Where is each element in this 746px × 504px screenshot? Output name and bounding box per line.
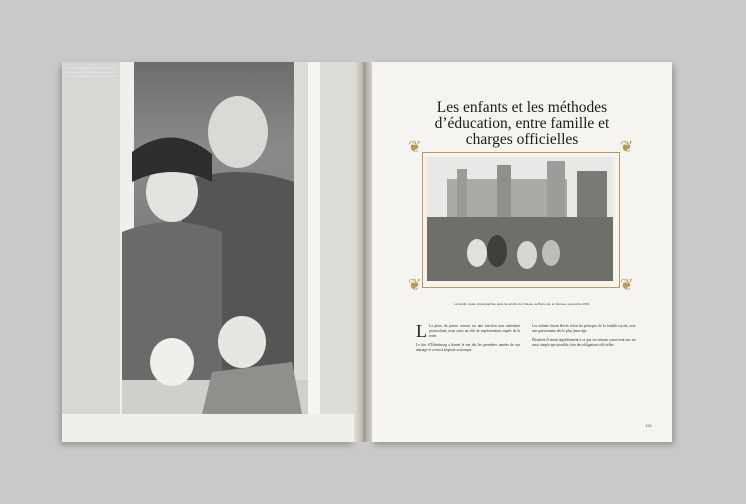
chapter-title: Les enfants et les méthodes d’éducation, entre famille et charges officielles xyxy=(434,99,610,148)
paragraph: La place du prince consort est une fonction non seulement protocolaire, mais aussi un rôle de représentation auprès de la reine. xyxy=(429,324,520,338)
book-spine xyxy=(354,62,372,442)
right-photo-caption: La famille royale photographiée dans les jardins du château de Balmoral, en Écosse, septembre 1952. xyxy=(454,302,590,306)
paragraph: Les enfants furent élevés selon les principes de la famille royale, avec une gouvernante dès le plus jeune âge. xyxy=(532,324,636,333)
family-photo-illustration xyxy=(62,62,354,414)
balmoral-photo-illustration xyxy=(427,157,613,281)
balmoral-photo-frame xyxy=(422,152,620,288)
paragraph: Élisabeth II tenait régulièrement à ce que ses enfants conservent une vie aussi simple que possible, loin des obligations officielles. xyxy=(532,338,636,347)
text-column-2 xyxy=(532,324,636,352)
book-spread xyxy=(62,62,672,442)
paragraph: Le duc d’Édimbourg a donné le ton dès les premières années de son mariage et a tenu à imposer sa marque. xyxy=(416,343,520,352)
balmoral-photo xyxy=(427,157,613,281)
ornament-top-right-icon: ❦ xyxy=(620,139,634,156)
ornament-bottom-right-icon: ❦ xyxy=(620,277,634,294)
right-page xyxy=(372,62,672,442)
left-photo-caption: La reine Élisabeth II et le prince Philip avec le prince Charles et la princesse Anne, photographiés à Balmoral, 1952 xyxy=(66,66,118,78)
left-page-margin xyxy=(62,414,354,442)
ornament-bottom-left-icon: ❦ xyxy=(408,277,422,294)
left-page xyxy=(62,62,354,442)
page-number: 151 xyxy=(645,423,652,428)
family-photo xyxy=(62,62,354,414)
ornament-top-left-icon: ❦ xyxy=(408,139,422,156)
drop-cap: L xyxy=(416,321,427,341)
text-column-1 xyxy=(416,321,520,357)
